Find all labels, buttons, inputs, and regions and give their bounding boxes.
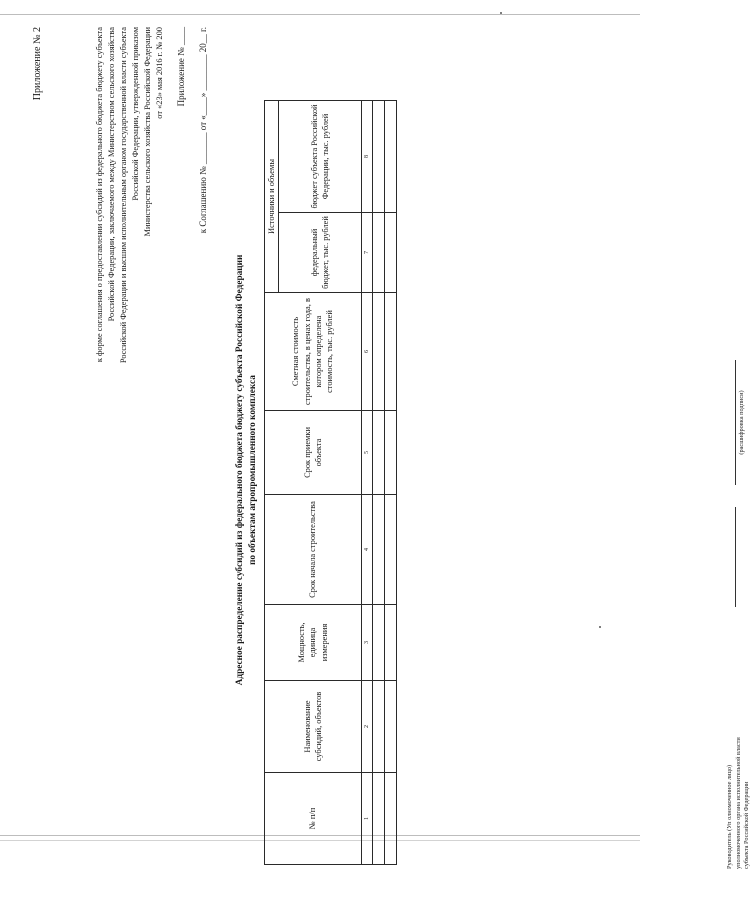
column-header: Срок приемки объекта <box>265 411 362 495</box>
column-index: 2 <box>362 681 373 773</box>
table-cell <box>385 411 397 495</box>
column-index: 4 <box>362 495 373 605</box>
appendix-label: Приложение № 2 <box>32 27 43 101</box>
table-cell <box>385 773 397 865</box>
table-cell <box>385 681 397 773</box>
column-header: Мощность, единица измерения <box>265 605 362 681</box>
table-cell <box>373 681 385 773</box>
document-title-line: по объектам агропромышленного комплекса <box>247 375 258 565</box>
table-row <box>385 101 397 865</box>
column-header: Сметная стоимость строительства, в ценах года, в котором определена стоимость, тыс. рублей <box>265 293 362 411</box>
preamble-line: Российской Федерации, утвержденной приказом <box>130 27 140 201</box>
signatory-block <box>726 609 752 869</box>
annex-number: Приложение № ____ <box>176 27 186 107</box>
preamble-line: Российской Федерации, заключаемого между Министерством сельского хозяйства <box>106 27 116 322</box>
column-header: Срок начала строительства <box>265 495 362 605</box>
table-cell <box>385 495 397 605</box>
preamble-line: к форме соглашения о предоставлении субсидий из федерального бюджета бюджету субъекта <box>95 27 104 363</box>
distribution-table <box>264 100 397 865</box>
column-index: 5 <box>362 411 373 495</box>
column-index: 7 <box>362 213 373 293</box>
column-index: 6 <box>362 293 373 411</box>
signature-decoding-line <box>735 360 736 485</box>
table-row <box>373 101 385 865</box>
table-cell <box>373 605 385 681</box>
funding-sources-header: Источники и объемы <box>265 101 279 293</box>
signatory-line: Руководитель (Уп олномоченное лицо) <box>726 764 733 869</box>
table-cell <box>385 101 397 213</box>
table-cell <box>373 411 385 495</box>
agreement-reference: к Соглашению № _______ от «____» ________ 20__ г. <box>198 27 208 234</box>
column-header: федеральный бюджет, тыс. рублей <box>279 213 362 293</box>
column-header: № п/п <box>265 773 362 865</box>
preamble <box>94 27 166 385</box>
document-title <box>234 225 259 715</box>
table-cell <box>373 101 385 213</box>
preamble-line: от «23» мая 2016 г. № 200 <box>154 27 164 119</box>
column-index: 1 <box>362 773 373 865</box>
document-title-line: Адресное распределение субсидий из федерального бюджета бюджету субъекта Российской Федерации <box>235 254 245 686</box>
signature-caption: (расшифровка подписи) <box>738 390 745 455</box>
table-cell <box>373 213 385 293</box>
signature-line <box>735 507 736 607</box>
table-cell <box>373 293 385 411</box>
column-header: бюджет субъекта Российской Федерации, тыс. рублей <box>279 101 362 213</box>
table-cell <box>385 605 397 681</box>
table-cell <box>373 495 385 605</box>
table-cell <box>373 773 385 865</box>
table-cell <box>385 213 397 293</box>
signatory-line: субъекта Российской Федерации <box>743 781 750 869</box>
column-index: 8 <box>362 101 373 213</box>
table-cell <box>385 293 397 411</box>
preamble-line: Российской Федерации и высшим исполнительным органом государственной власти субъекта <box>118 27 128 364</box>
column-header: Наименование субсидий, объектов <box>265 681 362 773</box>
preamble-line: Министерства сельского хозяйства Российской Федерации <box>142 27 152 237</box>
column-index: 3 <box>362 605 373 681</box>
signatory-line: уполномоченного органа исполнительной власти <box>734 737 742 869</box>
